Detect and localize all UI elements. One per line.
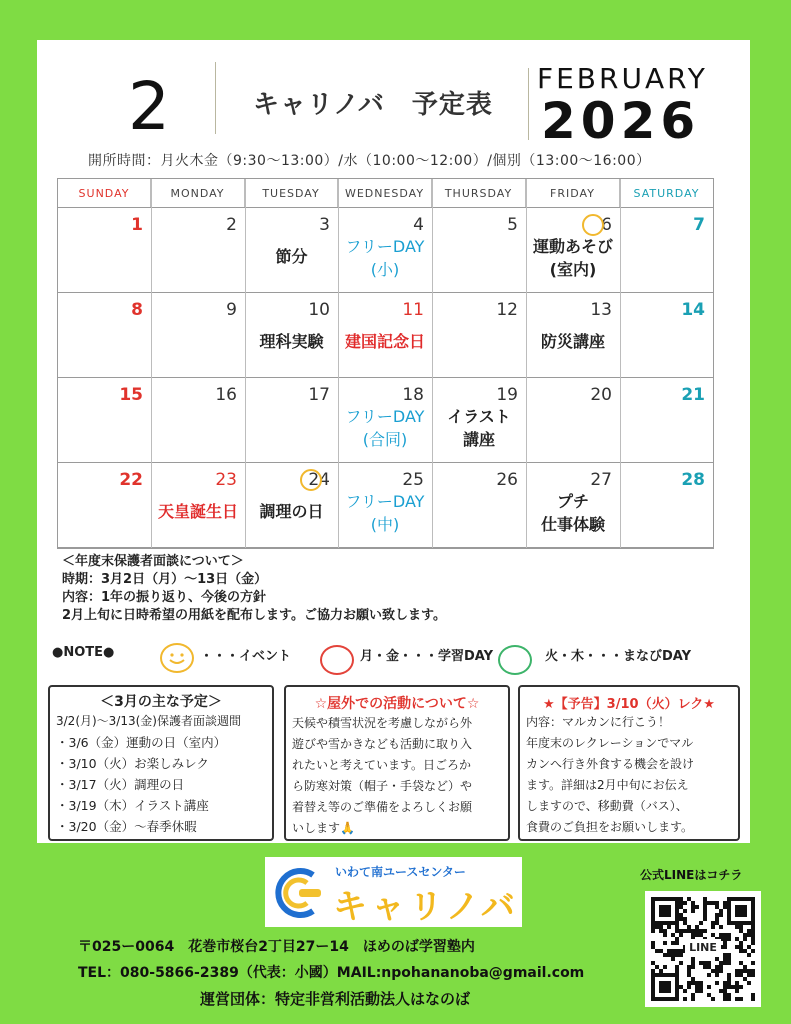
grid-line (58, 547, 713, 548)
calendar-event: 理科実験 (259, 332, 324, 351)
calendar-day: 5 (507, 215, 518, 235)
weekday-header: WEDNESDAY (338, 179, 432, 207)
carinova-logo (265, 857, 522, 927)
calendar-event: フリーDAY (中) (345, 492, 425, 534)
red-circle-icon (320, 645, 354, 675)
smile-icon (582, 214, 604, 236)
calendar-event: フリーDAY (合同) (345, 407, 425, 449)
calendar-day: 2 (226, 215, 237, 235)
calendar-day: 12 (496, 300, 518, 320)
outdoor-line: ら防寒対策（帽子・手袋など）や (292, 779, 473, 793)
notice-line: ＜年度末保護者面談について＞ (62, 554, 244, 569)
grid-line (58, 292, 713, 293)
line-label: 公式LINEはコチラ (640, 868, 743, 882)
weekday-header: FRIDAY (526, 179, 620, 207)
calendar-day: 23 (215, 470, 237, 490)
recreation-line: 食費のご負担をお願いします。 (526, 820, 694, 834)
organization: 運営団体：特定非営利活動法人はなのば (200, 990, 471, 1008)
grid-line (58, 462, 713, 463)
calendar-event: イラスト 講座 (447, 407, 511, 449)
legend-learn: 火・木・・・まなびDAY (545, 649, 692, 664)
grid-line (58, 377, 713, 378)
calendar-event: 天皇誕生日 (157, 502, 238, 521)
weekday-header: SUNDAY (58, 179, 151, 207)
grid-line (151, 179, 152, 548)
address: 〒025ー0064 花巻市桜台2丁目27ー14 ほめのば学習塾内 (78, 939, 475, 955)
notice-line: 2月上旬に日時希望の用紙を配布します。ご協力お願い致します。 (62, 608, 446, 623)
weekday-header: TUESDAY (245, 179, 338, 207)
calendar-day: 21 (681, 385, 705, 405)
legend-event: ・・・イベント (200, 649, 292, 664)
calendar-grid (57, 178, 714, 549)
calendar-day: 19 (496, 385, 518, 405)
logo-text: キャリノバ (333, 887, 519, 927)
smile-icon (160, 643, 194, 673)
march-line: ・3/10（火）お楽しみレク (56, 756, 209, 771)
qr-line-label: LINE (685, 939, 721, 957)
weekday-header: MONDAY (151, 179, 245, 207)
grid-line (58, 207, 713, 208)
outdoor-line: いします🙏 (292, 821, 355, 835)
recreation-line: 内容：マルカンに行こう！ (526, 715, 671, 729)
page-title: キャリノバ 予定表 (253, 90, 493, 120)
recreation-title: ★【予告】3/10（火）レク★ (543, 697, 715, 712)
outdoor-title: ☆屋外での活動について☆ (314, 696, 480, 712)
calendar-event: 節分 (275, 247, 308, 266)
march-title: ＜3月の主な予定＞ (100, 694, 222, 710)
calendar-day: 16 (215, 385, 237, 405)
calendar-day: 13 (590, 300, 612, 320)
calendar-day: 24 (308, 470, 330, 490)
green-circle-icon (498, 645, 532, 675)
grid-line (620, 179, 621, 548)
calendar-event: フリーDAY (小) (345, 237, 425, 279)
divider (528, 68, 529, 140)
march-line: ・3/17（火）調理の日 (56, 777, 185, 792)
outdoor-line: れたいと考えています。日ごろか (292, 758, 472, 772)
smile-icon (300, 469, 322, 491)
calendar-day: 18 (402, 385, 424, 405)
calendar-day: 27 (590, 470, 612, 490)
notice-line: 時期：3月2日（月）〜13日（金） (62, 572, 268, 587)
opening-hours: 開所時間：月火木金（9:30〜13:00）/水（10:00〜12:00）/個別（13:00〜16:00） (88, 153, 651, 169)
notice-section (62, 553, 446, 625)
notice-line: 内容：1年の振り返り、今後の方針 (62, 590, 267, 605)
legend-title: ●NOTE● (52, 645, 115, 660)
logo-mark-icon (271, 863, 331, 923)
line-qr-code[interactable] (645, 891, 761, 1007)
divider (215, 62, 216, 134)
march-line: ・3/6（金）運動の日（室内） (56, 735, 227, 750)
year: 2026 (541, 92, 701, 150)
calendar-event: プチ 仕事体験 (540, 492, 605, 534)
march-line: ・3/19（木）イラスト講座 (56, 798, 209, 813)
calendar-day: 26 (496, 470, 518, 490)
march-line: 3/2(月)〜3/13(金)保護者面談週間 (56, 714, 241, 728)
recreation-notice-box (518, 685, 740, 841)
calendar-day: 9 (226, 300, 237, 320)
contact: TEL：080-5866-2389（代表：小國）MAIL:npohananoba@gmail.com (78, 965, 585, 981)
calendar-day: 28 (681, 470, 705, 490)
calendar-day: 20 (590, 385, 612, 405)
calendar-day: 4 (413, 215, 424, 235)
outdoor-line: 遊びや雪かきなども活動に取り入 (292, 737, 473, 751)
calendar-event: 防災講座 (540, 332, 605, 351)
outdoor-line: 着替え等のご準備をよろしくお願 (292, 800, 473, 814)
legend-study: 月・金・・・学習DAY (360, 649, 494, 664)
calendar-event: 調理の日 (259, 502, 324, 521)
month-english: FEBRUARY (537, 62, 708, 95)
recreation-line: 年度末のレクレーションでマル (526, 736, 694, 750)
weekday-header: SATURDAY (633, 187, 700, 200)
calendar-day: 25 (402, 470, 424, 490)
calendar-day: 11 (402, 300, 424, 320)
calendar-day: 22 (119, 470, 143, 490)
march-line: ・3/20（金）〜春季休暇 (56, 819, 197, 834)
calendar-day: 17 (308, 385, 330, 405)
recreation-line: しますので、移動費（バス）、 (526, 799, 688, 813)
grid-line (245, 179, 246, 548)
logo-subtitle: いわて南ユースセンター (335, 865, 466, 879)
calendar-event: 建国記念日 (344, 332, 425, 351)
recreation-line: ます。詳細は2月中旬にお伝え (526, 778, 689, 792)
recreation-line: カンへ行き外食する機会を設け (526, 757, 695, 771)
calendar-day: 1 (131, 215, 143, 235)
calendar-day: 3 (319, 215, 330, 235)
weekday-header: THURSDAY (432, 179, 526, 207)
calendar-day: 10 (308, 300, 330, 320)
month-number: 2 (128, 68, 170, 145)
calendar-day: 15 (119, 385, 143, 405)
calendar-day: 7 (693, 215, 705, 235)
grid-line (432, 179, 433, 548)
outdoor-line: 天候や積雪状況を考慮しながら外 (292, 716, 473, 730)
calendar-day: 14 (681, 300, 705, 320)
calendar-day: 8 (131, 300, 143, 320)
outdoor-activity-box (284, 685, 510, 841)
march-schedule-box (48, 685, 274, 841)
calendar-event: 運動あそび (室内) (532, 237, 613, 279)
calendar-day: 6 (601, 215, 612, 235)
